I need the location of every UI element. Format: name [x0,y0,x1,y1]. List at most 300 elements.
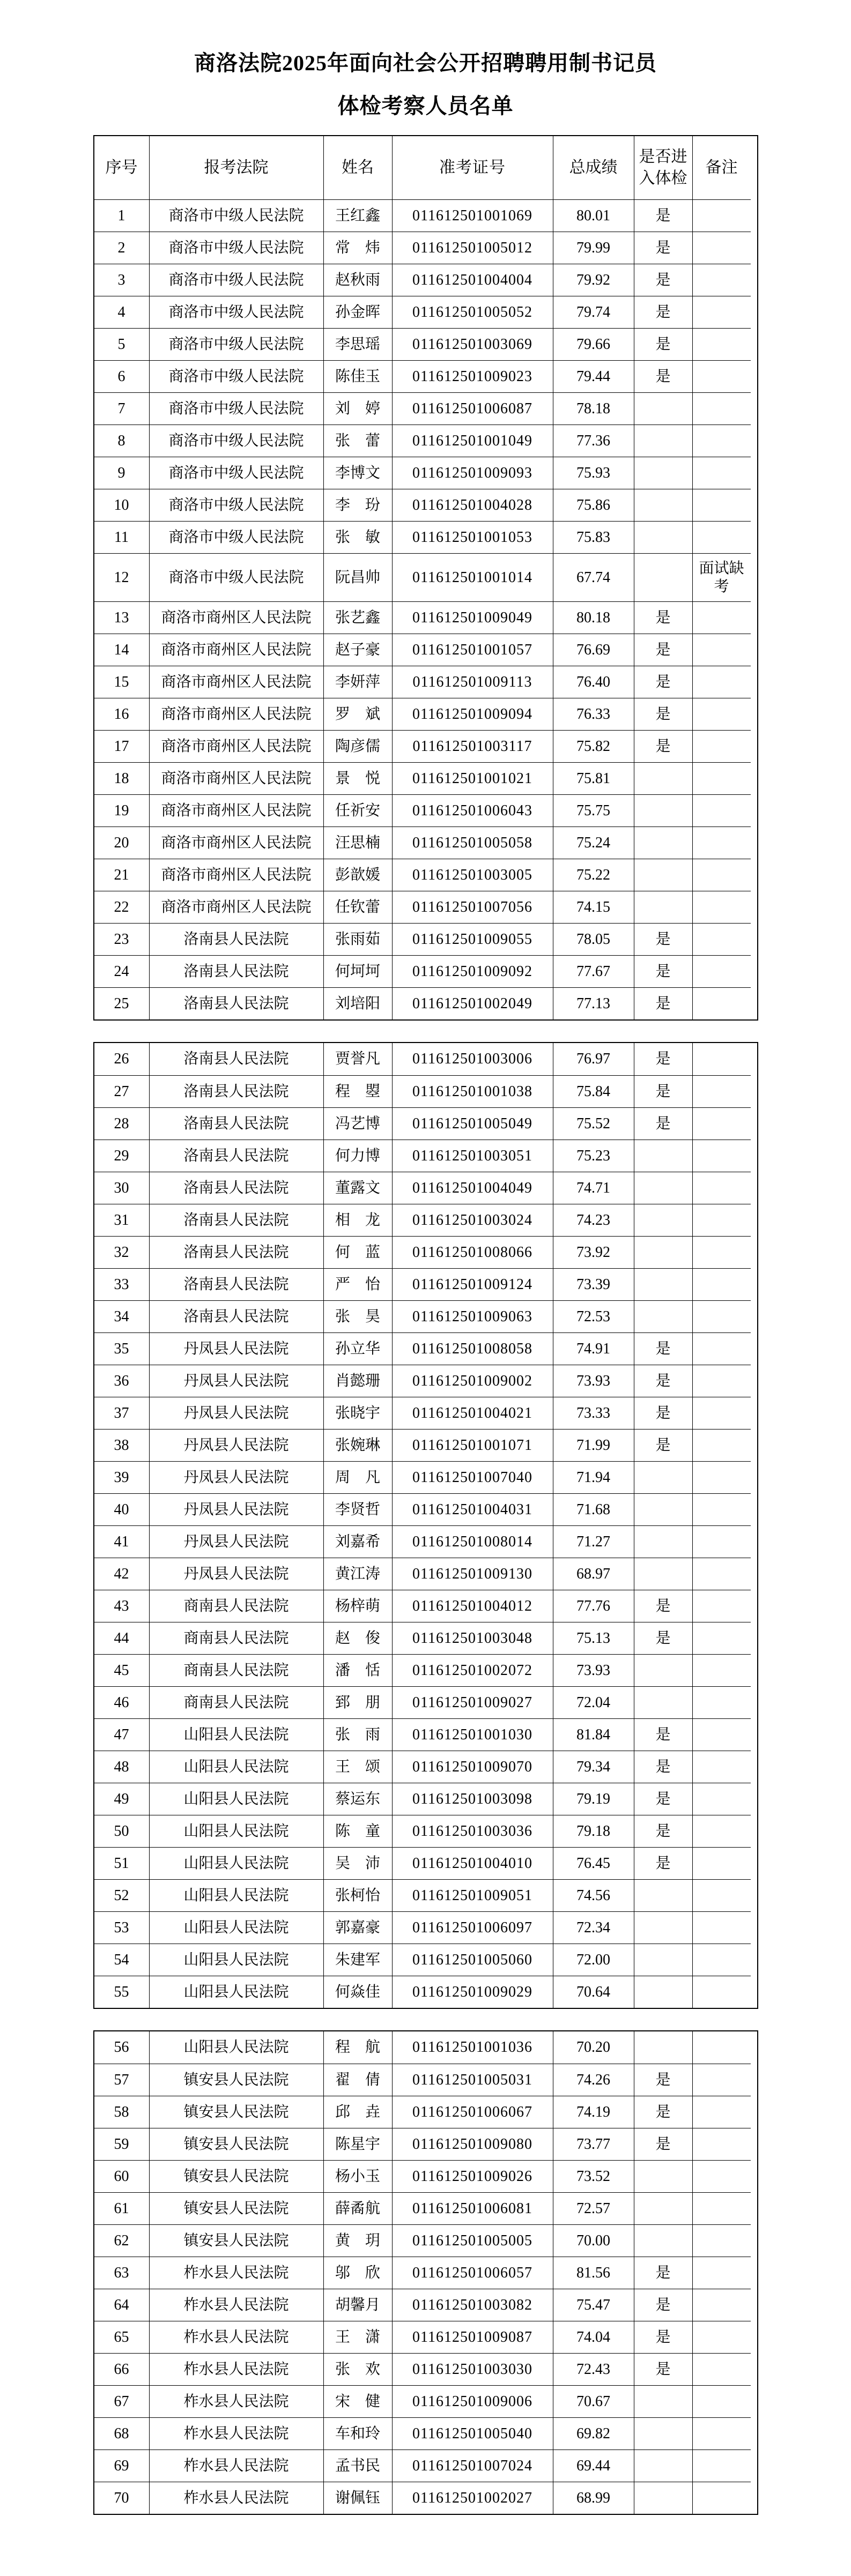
table-row [94,2064,757,2096]
row-index-cell: 52 [94,1879,149,1911]
row-index-cell: 62 [94,2224,149,2257]
name-cell: 肖懿珊 [323,1365,392,1397]
score-cell: 79.19 [553,1783,634,1815]
court-cell: 商洛市中级人民法院 [149,392,323,425]
remark-cell [692,1622,751,1654]
name-cell: 谢佩钰 [323,2482,392,2514]
name-cell: 程 航 [323,2031,392,2064]
remark-cell [692,955,751,987]
table-row [94,1654,757,1686]
name-cell: 何焱佳 [323,1976,392,2008]
row-index-cell: 36 [94,1365,149,1397]
court-cell: 洛南县人民法院 [149,923,323,955]
name-cell: 何坷坷 [323,955,392,987]
remark-cell [692,1944,751,1976]
court-cell: 洛南县人民法院 [149,1043,323,1075]
enter-exam-cell: 是 [634,1075,692,1107]
table-row [94,1043,757,1075]
score-cell: 72.57 [553,2192,634,2224]
enter-exam-cell [634,794,692,827]
table-row [94,1172,757,1204]
ticket-number-cell: 011612501005049 [392,1107,553,1140]
table-row [94,1815,757,1847]
name-cell: 杨小玉 [323,2160,392,2192]
score-cell: 78.05 [553,923,634,955]
court-cell: 洛南县人民法院 [149,1075,323,1107]
row-index-cell: 8 [94,425,149,457]
row-index-cell: 20 [94,827,149,859]
enter-exam-cell [634,1911,692,1944]
ticket-number-cell: 011612501009006 [392,2385,553,2417]
ticket-number-cell: 011612501009087 [392,2321,553,2353]
row-index-cell: 7 [94,392,149,425]
court-cell: 商洛市商州区人民法院 [149,859,323,891]
header-remark: 备注 [692,136,751,199]
row-index-cell: 10 [94,489,149,521]
score-cell: 73.93 [553,1365,634,1397]
table-row [94,1783,757,1815]
court-cell: 山阳县人民法院 [149,2031,323,2064]
enter-exam-cell: 是 [634,1622,692,1654]
enter-exam-cell: 是 [634,2353,692,2385]
court-cell: 镇安县人民法院 [149,2160,323,2192]
enter-exam-cell: 是 [634,232,692,264]
remark-cell [692,425,751,457]
court-cell: 山阳县人民法院 [149,1718,323,1751]
remark-cell [692,1429,751,1461]
table-row [94,2385,757,2417]
row-index-cell: 14 [94,634,149,666]
table-section [93,135,758,1021]
row-index-cell: 27 [94,1075,149,1107]
court-cell: 山阳县人民法院 [149,1783,323,1815]
row-index-cell: 42 [94,1558,149,1590]
table-row [94,2450,757,2482]
remark-cell [692,1140,751,1172]
name-cell: 张柯怡 [323,1879,392,1911]
page-title-line1: 商洛法院2025年面向社会公开招聘聘用制书记员 [194,51,657,75]
row-index-cell: 43 [94,1590,149,1622]
court-cell: 柞水县人民法院 [149,2289,323,2321]
remark-cell [692,2160,751,2192]
name-cell: 黄 玥 [323,2224,392,2257]
enter-exam-cell [634,1879,692,1911]
name-cell: 景 悦 [323,762,392,794]
court-cell: 镇安县人民法院 [149,2064,323,2096]
remark-cell [692,1461,751,1493]
court-cell: 柞水县人民法院 [149,2257,323,2289]
court-cell: 洛南县人民法院 [149,1268,323,1300]
name-cell: 赵子豪 [323,634,392,666]
ticket-number-cell: 011612501005005 [392,2224,553,2257]
score-cell: 73.33 [553,1397,634,1429]
court-cell: 丹凤县人民法院 [149,1493,323,1525]
ticket-number-cell: 011612501006043 [392,794,553,827]
enter-exam-cell [634,1461,692,1493]
ticket-number-cell: 011612501003082 [392,2289,553,2321]
court-cell: 镇安县人民法院 [149,2224,323,2257]
enter-exam-cell: 是 [634,2321,692,2353]
score-cell: 78.18 [553,392,634,425]
ticket-number-cell: 011612501004010 [392,1847,553,1879]
row-index-cell: 49 [94,1783,149,1815]
enter-exam-cell [634,2224,692,2257]
court-cell: 山阳县人民法院 [149,1944,323,1976]
name-cell: 王 潇 [323,2321,392,2353]
enter-exam-cell [634,392,692,425]
row-index-cell: 19 [94,794,149,827]
header-name: 姓名 [323,136,392,199]
score-cell: 76.97 [553,1043,634,1075]
ticket-number-cell: 011612501009063 [392,1300,553,1332]
score-cell: 80.01 [553,199,634,232]
ticket-number-cell: 011612501005031 [392,2064,553,2096]
ticket-number-cell: 011612501001069 [392,199,553,232]
table-row [94,1461,757,1493]
name-cell: 陈星宇 [323,2128,392,2160]
remark-cell [692,2385,751,2417]
ticket-number-cell: 011612501009002 [392,1365,553,1397]
name-cell: 陈佳玉 [323,360,392,392]
ticket-number-cell: 011612501005060 [392,1944,553,1976]
enter-exam-cell [634,1654,692,1686]
enter-exam-cell [634,1944,692,1976]
enter-exam-cell: 是 [634,2096,692,2128]
table-row [94,2160,757,2192]
remark-cell [692,1847,751,1879]
remark-cell [692,2321,751,2353]
score-cell: 72.43 [553,2353,634,2385]
court-cell: 商洛市中级人民法院 [149,360,323,392]
enter-exam-cell [634,2450,692,2482]
score-cell: 70.64 [553,1976,634,2008]
ticket-number-cell: 011612501006081 [392,2192,553,2224]
table-row [94,521,757,553]
remark-cell [692,1493,751,1525]
score-cell: 72.00 [553,1944,634,1976]
score-cell: 69.44 [553,2450,634,2482]
ticket-number-cell: 011612501001030 [392,1718,553,1751]
enter-exam-cell [634,2417,692,2450]
score-cell: 75.84 [553,1075,634,1107]
table-row [94,489,757,521]
enter-exam-cell: 是 [634,1365,692,1397]
remark-cell [692,634,751,666]
ticket-number-cell: 011612501007040 [392,1461,553,1493]
name-cell: 刘嘉希 [323,1525,392,1558]
score-cell: 79.92 [553,264,634,296]
name-cell: 程 曌 [323,1075,392,1107]
table-row [94,859,757,891]
ticket-number-cell: 011612501008066 [392,1236,553,1268]
row-index-cell: 25 [94,987,149,1019]
table-row [94,1429,757,1461]
court-cell: 商南县人民法院 [149,1686,323,1718]
table-row [94,1590,757,1622]
remark-cell [692,1686,751,1718]
score-cell: 74.23 [553,1204,634,1236]
table-row [94,360,757,392]
court-cell: 丹凤县人民法院 [149,1397,323,1429]
name-cell: 吴 沛 [323,1847,392,1879]
remark-cell [692,232,751,264]
table-row [94,955,757,987]
court-cell: 洛南县人民法院 [149,955,323,987]
court-cell: 商南县人民法院 [149,1654,323,1686]
table-row [94,923,757,955]
name-cell: 李博文 [323,457,392,489]
remark-cell [692,392,751,425]
remark-cell [692,2417,751,2450]
name-cell: 周 凡 [323,1461,392,1493]
table-row [94,1332,757,1365]
enter-exam-cell [634,2031,692,2064]
ticket-number-cell: 011612501009094 [392,698,553,730]
remark-cell [692,2192,751,2224]
name-cell: 黄江涛 [323,1558,392,1590]
score-cell: 74.71 [553,1172,634,1204]
row-index-cell: 67 [94,2385,149,2417]
score-cell: 72.53 [553,1300,634,1332]
table-row [94,1525,757,1558]
remark-cell [692,1911,751,1944]
ticket-number-cell: 011612501003024 [392,1204,553,1236]
remark-cell [692,1107,751,1140]
court-cell: 商洛市商州区人民法院 [149,794,323,827]
score-cell: 70.00 [553,2224,634,2257]
enter-exam-cell [634,521,692,553]
score-cell: 76.33 [553,698,634,730]
enter-exam-cell [634,1236,692,1268]
score-cell: 70.67 [553,2385,634,2417]
score-cell: 73.92 [553,1236,634,1268]
row-index-cell: 48 [94,1751,149,1783]
court-cell: 商洛市商州区人民法院 [149,634,323,666]
row-index-cell: 21 [94,859,149,891]
row-index-cell: 58 [94,2096,149,2128]
score-cell: 77.76 [553,1590,634,1622]
remark-cell [692,1783,751,1815]
enter-exam-cell [634,1172,692,1204]
name-cell: 张 敏 [323,521,392,553]
score-cell: 75.81 [553,762,634,794]
score-cell: 74.15 [553,891,634,923]
ticket-number-cell: 011612501001071 [392,1429,553,1461]
court-cell: 商洛市中级人民法院 [149,199,323,232]
remark-cell [692,1815,751,1847]
row-index-cell: 46 [94,1686,149,1718]
table-row [94,1879,757,1911]
name-cell: 张雨茹 [323,923,392,955]
score-cell: 74.26 [553,2064,634,2096]
remark-cell [692,1397,751,1429]
enter-exam-cell: 是 [634,1751,692,1783]
court-cell: 商南县人民法院 [149,1590,323,1622]
remark-cell [692,2257,751,2289]
name-cell: 王红鑫 [323,199,392,232]
ticket-number-cell: 011612501003036 [392,1815,553,1847]
row-index-cell: 15 [94,666,149,698]
court-cell: 丹凤县人民法院 [149,1461,323,1493]
row-index-cell: 44 [94,1622,149,1654]
remark-cell [692,264,751,296]
name-cell: 相 龙 [323,1204,392,1236]
row-index-cell: 34 [94,1300,149,1332]
row-index-cell: 11 [94,521,149,553]
table-row [94,698,757,730]
row-index-cell: 23 [94,923,149,955]
court-cell: 丹凤县人民法院 [149,1525,323,1558]
name-cell: 邱 垚 [323,2096,392,2128]
name-cell: 何力博 [323,1140,392,1172]
remark-cell [692,1654,751,1686]
remark-cell [692,457,751,489]
remark-cell [692,296,751,328]
enter-exam-cell [634,1493,692,1525]
name-cell: 刘培阳 [323,987,392,1019]
score-cell: 68.99 [553,2482,634,2514]
remark-cell [692,1332,751,1365]
name-cell: 董露文 [323,1172,392,1204]
name-cell: 张 雨 [323,1718,392,1751]
name-cell: 李思瑶 [323,328,392,360]
row-index-cell: 4 [94,296,149,328]
score-cell: 72.34 [553,1911,634,1944]
enter-exam-cell [634,762,692,794]
table-row [94,1107,757,1140]
ticket-number-cell: 011612501004012 [392,1590,553,1622]
name-cell: 罗 斌 [323,698,392,730]
enter-exam-cell: 是 [634,601,692,634]
ticket-number-cell: 011612501001021 [392,762,553,794]
name-cell: 李妍萍 [323,666,392,698]
ticket-number-cell: 011612501004004 [392,264,553,296]
enter-exam-cell: 是 [634,1043,692,1075]
court-cell: 山阳县人民法院 [149,1879,323,1911]
court-cell: 商洛市商州区人民法院 [149,601,323,634]
court-cell: 商洛市商州区人民法院 [149,666,323,698]
ticket-number-cell: 011612501003030 [392,2353,553,2385]
enter-exam-cell [634,2192,692,2224]
court-cell: 柞水县人民法院 [149,2385,323,2417]
enter-exam-cell: 是 [634,296,692,328]
name-cell: 孙金晖 [323,296,392,328]
court-cell: 柞水县人民法院 [149,2417,323,2450]
ticket-number-cell: 011612501009130 [392,1558,553,1590]
score-cell: 71.99 [553,1429,634,1461]
row-index-cell: 33 [94,1268,149,1300]
remark-cell [692,2289,751,2321]
ticket-number-cell: 011612501009124 [392,1268,553,1300]
row-index-cell: 63 [94,2257,149,2289]
score-cell: 75.23 [553,1140,634,1172]
score-cell: 73.93 [553,1654,634,1686]
row-index-cell: 30 [94,1172,149,1204]
score-cell: 75.93 [553,457,634,489]
ticket-number-cell: 011612501005012 [392,232,553,264]
court-cell: 柞水县人民法院 [149,2450,323,2482]
enter-exam-cell: 是 [634,328,692,360]
table-row [94,1300,757,1332]
court-cell: 商洛市中级人民法院 [149,521,323,553]
score-cell: 76.40 [553,666,634,698]
remark-cell [692,1879,751,1911]
remark-cell [692,2031,751,2064]
enter-exam-cell: 是 [634,360,692,392]
score-cell: 79.44 [553,360,634,392]
enter-exam-cell [634,553,692,601]
header-score: 总成绩 [553,136,634,199]
name-cell: 郭嘉豪 [323,1911,392,1944]
name-cell: 冯艺博 [323,1107,392,1140]
name-cell: 常 炜 [323,232,392,264]
name-cell: 何 蓝 [323,1236,392,1268]
enter-exam-cell: 是 [634,1783,692,1815]
row-index-cell: 38 [94,1429,149,1461]
row-index-cell: 60 [94,2160,149,2192]
ticket-number-cell: 011612501001036 [392,2031,553,2064]
table-row [94,1976,757,2008]
score-cell: 75.86 [553,489,634,521]
table-row [94,2353,757,2385]
ticket-number-cell: 011612501009055 [392,923,553,955]
ticket-number-cell: 011612501002027 [392,2482,553,2514]
table-row [94,1365,757,1397]
table-row [94,2257,757,2289]
ticket-number-cell: 011612501009029 [392,1976,553,2008]
enter-exam-cell: 是 [634,923,692,955]
remark-cell [692,1365,751,1397]
remark-cell: 面试缺考 [692,553,751,601]
court-cell: 商洛市中级人民法院 [149,264,323,296]
ticket-number-cell: 011612501009092 [392,955,553,987]
court-cell: 商洛市中级人民法院 [149,457,323,489]
court-cell: 商洛市中级人民法院 [149,553,323,601]
ticket-number-cell: 011612501009049 [392,601,553,634]
court-cell: 商洛市商州区人民法院 [149,762,323,794]
court-cell: 镇安县人民法院 [149,2096,323,2128]
name-cell: 邬 欣 [323,2257,392,2289]
table-header-row [94,136,757,199]
table-row [94,2096,757,2128]
score-cell: 76.69 [553,634,634,666]
name-cell: 张婉琳 [323,1429,392,1461]
remark-cell [692,1236,751,1268]
court-cell: 商洛市商州区人民法院 [149,827,323,859]
remark-cell [692,1172,751,1204]
header-index: 序号 [105,159,138,176]
row-index-cell: 53 [94,1911,149,1944]
score-cell: 70.20 [553,2031,634,2064]
enter-exam-cell: 是 [634,698,692,730]
score-cell: 74.19 [553,2096,634,2128]
row-index-cell: 3 [94,264,149,296]
enter-exam-cell: 是 [634,666,692,698]
table-row [94,296,757,328]
score-cell: 74.56 [553,1879,634,1911]
court-cell: 镇安县人民法院 [149,2192,323,2224]
court-cell: 洛南县人民法院 [149,987,323,1019]
enter-exam-cell: 是 [634,2128,692,2160]
row-index-cell: 16 [94,698,149,730]
score-cell: 75.47 [553,2289,634,2321]
table-row [94,1622,757,1654]
score-cell: 69.82 [553,2417,634,2450]
court-cell: 镇安县人民法院 [149,2128,323,2160]
table-row [94,2417,757,2450]
court-cell: 丹凤县人民法院 [149,1365,323,1397]
remark-cell [692,2450,751,2482]
